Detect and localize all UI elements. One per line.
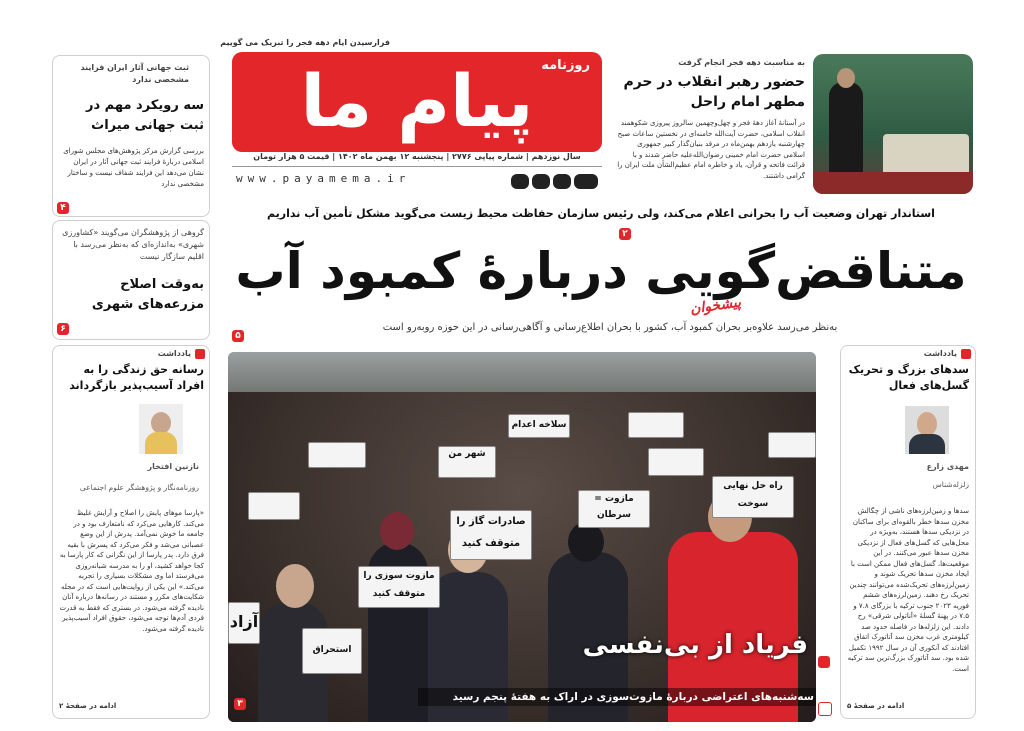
protester-head	[276, 564, 314, 608]
protest-sign	[648, 448, 704, 476]
main-photo	[228, 352, 816, 722]
right-column-label: یادداشت	[923, 349, 957, 358]
protester-head	[568, 522, 604, 562]
left-story-1	[52, 55, 210, 217]
headline-main[interactable]: متناقض‌گویی دربارۀ کمبود آب	[235, 242, 967, 300]
left-story-1-body: بررسی گزارش مرکز پژوهش‌های مجلس شورای اسلامی دربارۀ فرایند ثبت جهانی آثار در ایران نشان می‌دهد این فرایند شفاف نیست و ساختار مشخصی ندارد	[63, 147, 204, 188]
masthead-tagline: فرارسیدن ایام دهه فجر را تبریک می گوییم	[220, 38, 390, 47]
photo-page[interactable]: ۳	[234, 698, 246, 710]
protest-sign: صادرات گاز را متوقف کنید	[450, 510, 532, 560]
right-column-author: مهدی زارع	[926, 462, 969, 471]
left-column-label: یادداشت	[157, 349, 191, 358]
side-page-marker	[818, 702, 832, 716]
left-column-more[interactable]: ادامه در صفحۀ ۲	[59, 702, 117, 710]
protest-sign: سلاخه اعدام	[508, 414, 570, 438]
protest-sign: شهر من	[438, 446, 496, 478]
left-column-author-role: روزنامه‌نگار و پژوهشگر علوم اجتماعی	[79, 483, 199, 492]
protest-sign	[628, 412, 684, 438]
right-column-body: سدها و زمین‌لرزه‌های ناشی از چگالش مخزن سدها خطر بالقوه‌ای برای ساکنان در نزدیکی سدها هستند، به‌ویژه در محل‌هایی که گسل‌های فعال از نزدیکی مخزن سدها عبور می‌کنند. در این موقعیت‌ها، گسل‌های فعال ممکن است با ایجاد مخزن سدها تحریک شوند و زمین‌لرزه‌های تحریک‌شده می‌توانند چندین تحریک رخ دهند. زمین‌لرزه‌های ششم فوریه ۲۰۲۳ جنوب ترکیه با بزرگای ۷.۸ و ۷.۵ در پهنۀ گسلۀ «آناتولی شرقی» رخ دادند. این زلزله‌ها در فاصله حدود صد کیلومتری غرب مخزن سد آتاتورک اتفاق افتادند که آنکوری آن در سال ۱۹۹۲ تکمیل شده بود. سد آتاتورک بزرگ‌ترین سد ترکیه است.	[847, 507, 969, 673]
author-scarf	[145, 432, 177, 454]
left-story-1-kicker: ثبت جهانی آثار ایران فرایند مشخصی ندارد	[80, 63, 189, 84]
protest-sign	[768, 432, 816, 458]
top-right-body: در آستانۀ آغاز دهۀ فجر و چهل‌وچهمین سالروز پیروزی شکوهمند انقلاب اسلامی، حضرت آیت‌الله خامنه‌ای در نخستین ساعات صبح چهارشنبه یازدهم بهمن‌ماه در مرقد بنیان‌گذار کبیر جمهوری اسلامی حضرت امام خمینی رضوان‌الله‌علیه حاضر شدند و با قرائت فاتحه و قرآن، یاد و خاطره امام عظیم‌الشأن ملت ایران را گرامی داشتند.	[617, 119, 805, 180]
masthead-logo	[232, 52, 602, 152]
note-icon	[195, 349, 205, 359]
protester-head	[380, 512, 414, 550]
watermark-logo: پیشخوان	[689, 294, 742, 318]
left-story-1-page[interactable]: ۴	[57, 202, 69, 214]
left-story-2	[52, 220, 210, 340]
left-column	[52, 345, 210, 719]
leader-head	[837, 68, 855, 88]
headline-subtitle: استاندار تهران وضعیت آب را بحرانی اعلام می‌کند، ولی رئیس سازمان حفاظت محیط زیست می‌گوید مشکل تأمین آب نداریم	[267, 207, 935, 220]
right-column-more[interactable]: ادامه در صفحۀ ۵	[847, 702, 905, 710]
masthead-brand-small: روزنامه	[541, 58, 590, 73]
protest-sign: راه حل نهایی سوخت	[712, 476, 794, 518]
note-icon	[961, 349, 971, 359]
masthead-issue-info: سال نوزدهم | شماره پیاپی ۲۷۷۶ | پنجشنبه ۱۲ بهمن ماه ۱۴۰۲ | قیمت ۵ هزار تومان	[253, 152, 581, 161]
author-head	[151, 412, 171, 434]
headline-lead: به‌نظر می‌رسد علاوه‌بر بحران کمبود آب، کشور با بحران اطلاع‌رسانی و آگاهی‌رسانی در این حوزه روبه‌رو است	[382, 322, 838, 333]
left-column-title[interactable]: رسانه حق زندگی را به افراد آسیب‌پذیر بازگرداند	[69, 363, 204, 392]
top-right-kicker: به مناسبت دهه فجر انجام گرفت	[678, 58, 805, 67]
protest-sign: مازوت = سرطان	[578, 490, 650, 528]
side-page-marker	[818, 656, 830, 668]
protest-sign: استحراق	[302, 628, 362, 674]
masthead-brand: پیام ما	[300, 59, 534, 143]
photo-caption-small: سه‌شنبه‌های اعتراضی دربارۀ مازوت‌سوزی در اراک به هفتۀ پنجم رسید	[418, 688, 816, 706]
protest-sign: آزاد	[228, 602, 260, 644]
left-column-body: «پارسا موهای پایش را اصلاح و آرایش غلیظ می‌کند. کارهایی می‌کرد که نامتعارف بود و در جامعه ما خوش نمی‌آمد. پدرش از این وضع عصبانی می‌شد و فکر می‌کرد که پسرش با بقیه فرق دارد. پدر پارسا از این نگرانی که کار پارسا به کجا خواهد کشید، او را به مدرسه شبانه‌روزی می‌فرستد اما وی مشکلات بسیاری را تجربه می‌کند.» این یکی از روایت‌هایی است که در مجله شکایت‌های مکرر و مستند در رسانه‌ها درباره آنان نادیده گرفته می‌شود. در بستری که فقط به قدرت فردی آدم‌ها توجه می‌شود، حقوق افراد آسیب‌پذیر نادیده گرفته می‌شود.	[59, 509, 204, 633]
author-photo	[139, 404, 183, 454]
left-column-author: نازنین افتخار	[147, 462, 199, 471]
right-column-title[interactable]: سدهای بزرگ و تحریک گسل‌های فعال	[848, 363, 969, 392]
photo-caption-big[interactable]: فریاد از بی‌نفسی	[582, 630, 808, 660]
author-photo	[905, 406, 949, 454]
protest-sign	[308, 442, 366, 468]
masthead-mark-icon	[510, 170, 600, 192]
author-suit	[909, 434, 945, 454]
masthead-divider	[232, 166, 602, 167]
top-right-title[interactable]: حضور رهبر انقلاب در حرم مطهر امام راحل	[623, 74, 805, 110]
right-column-author-role: زلزله‌شناس	[932, 480, 969, 489]
left-story-1-title[interactable]: سه رویکرد مهم در ثبت جهانی میراث	[86, 98, 204, 133]
top-right-page[interactable]: ۲	[619, 228, 631, 240]
right-column	[840, 345, 976, 719]
carpet	[813, 172, 973, 194]
top-right-photo	[813, 54, 973, 194]
left-story-2-page[interactable]: ۶	[57, 323, 69, 335]
masthead-website[interactable]: www.payamema.ir	[236, 172, 411, 185]
left-story-2-title[interactable]: به‌وقت اصلاح مزرعه‌های شهری	[91, 277, 204, 312]
protest-sign	[248, 492, 300, 520]
headline-page[interactable]: ۵	[232, 330, 244, 342]
protest-sign: مازوت سوزی را متوقف کنید	[358, 566, 440, 608]
author-head	[917, 412, 937, 436]
top-right-story	[615, 50, 975, 239]
left-story-2-kicker: گروهی از پژوهشگران می‌گویند «کشاورزی شهری» به‌اندازه‌ای که به‌نظر می‌رسد با اقلیم سازگار نیست	[62, 228, 204, 261]
